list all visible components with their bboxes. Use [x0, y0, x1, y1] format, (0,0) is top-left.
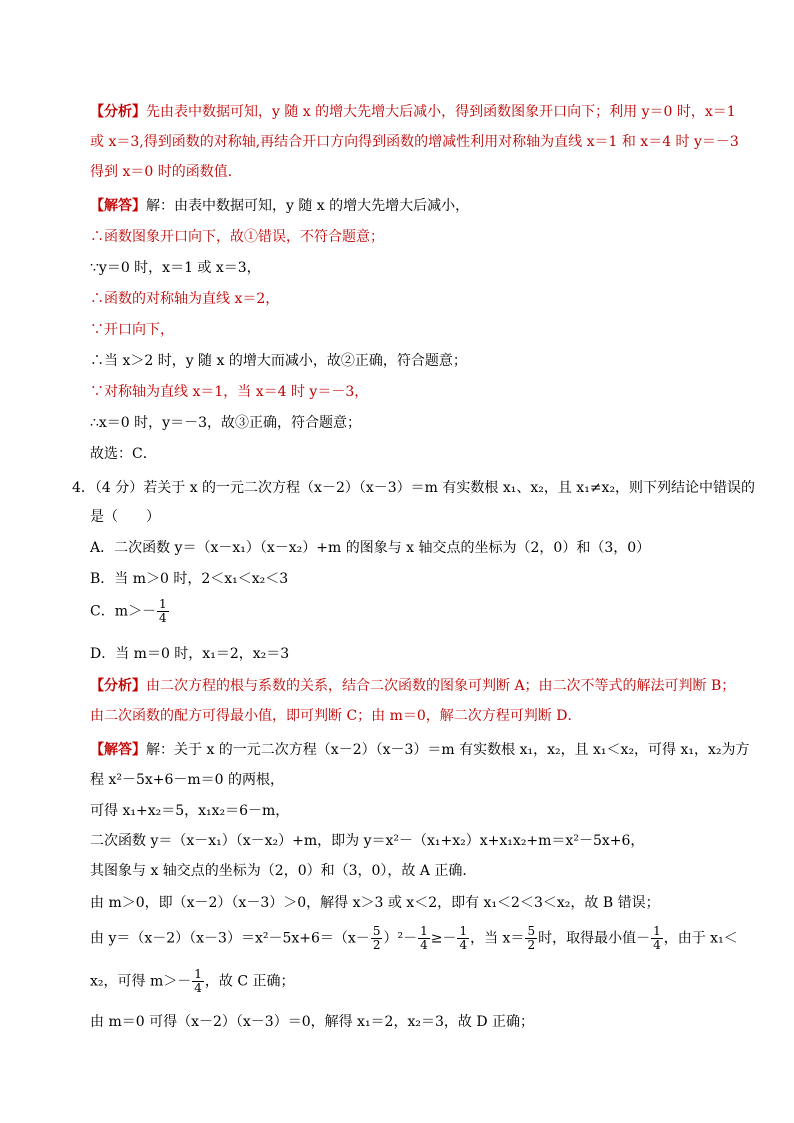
- q4-answer-line-4: 二次函数 y＝（x－x₁）（x－x₂）+m，即为 y＝x²－（x₁+x₂）x+x₁x₂+m＝x²－5x+6，: [90, 833, 645, 849]
- fraction-one-quarter: $\frac{1}{4}$: [420, 924, 428, 952]
- step-6: ∵对称轴为直线 x＝1，当 x＝4 时 y＝－3，: [90, 384, 369, 400]
- analysis-line-2: 或 x＝3,得到函数的对称轴,再结合开口方向得到函数的增减性利用对称轴为直线 x＝1 和 x＝4 时 y＝－3: [90, 134, 739, 150]
- q4-answer-line-2: 程 x²－5x+6－m＝0 的两根，: [90, 772, 285, 788]
- step-5: ∴当 x＞2 时，y 随 x 的增大而减小，故②正确，符合题意；: [90, 353, 467, 369]
- analysis-text: 先由表中数据可知，y 随 x 的增大先增大后减小，得到函数图象开口向下；利用 y＝0 时，x＝1: [146, 104, 736, 120]
- q4-answer-line-1: [90, 740, 750, 760]
- step-1: ∴函数图象开口向下，故①错误，不符合题意；: [90, 229, 384, 245]
- fraction-one-quarter: $\frac{1}{4}$: [459, 924, 468, 952]
- step-3: ∴函数的对称轴为直线 x＝2，: [90, 291, 280, 307]
- fraction-five-halves: $\frac{5}{2}$: [372, 924, 381, 952]
- final-choice: 故选：C．: [90, 446, 157, 462]
- q4-answer-tag: 【解答】: [90, 742, 146, 758]
- fraction-one-quarter: $\frac{1}{4}$: [194, 967, 202, 995]
- answer-tag: 【解答】: [90, 198, 146, 214]
- step-7: ∴x＝0 时，y＝－3，故③正确，符合题意；: [90, 415, 361, 431]
- step-2: ∵y＝0 时，x＝1 或 x＝3，: [90, 260, 261, 276]
- question-4-stem-1: 4．（4 分）若关于 x 的一元二次方程（x－2）（x－3）＝m 有实数根 x₁、x₂，且 x₁≠x₂，则下列结论中错误的: [72, 480, 756, 496]
- fraction-one-quarter: $\frac{1}{4}$: [159, 597, 167, 625]
- answer-line-1: [90, 196, 469, 216]
- q4-answer-text: 解：关于 x 的一元二次方程（x－2）（x－3）＝m 有实数根 x₁，x₂，且 x₁＜x₂，可得 x₁，x₂为方: [146, 742, 750, 758]
- q4-analysis-line-1: [90, 676, 735, 696]
- step-4: ∵开口向下，: [90, 322, 174, 338]
- q4-answer-line-8: x₂，可得 m＞－ $\frac{1}{4}$ ，故 C 正确；: [90, 967, 295, 995]
- option-b: B．当 m＞0 时，2＜x₁＜x₂＜3: [90, 571, 289, 587]
- q4-answer-line-6: 由 m＞0，即（x－2）（x－3）＞0，解得 x＞3 或 x＜2，即有 x₁＜2＜3＜x₂，故 B 错误；: [90, 895, 660, 911]
- q4-answer-line-9: 由 m＝0 可得（x－2）（x－3）＝0，解得 x₁＝2，x₂＝3，故 D 正确；: [90, 1014, 534, 1030]
- option-c-text: C．m＞－: [90, 603, 156, 620]
- question-4-stem-2: 是（ ）: [90, 509, 160, 525]
- q4-analysis-tag: 【分析】: [90, 678, 146, 694]
- q4-answer-line-7: 由 y＝（x－2）（x－3）＝x²－5x+6＝（x－ $\frac{5}{2}$ ）²－ $\frac{1}{4}$ ≥－ $\frac{1}{4}$ ，当 x＝ $\frac{5}{2}$ 时，取得最小值－ $\frac{1}{4}$ ，由于 x₁＜: [90, 924, 738, 952]
- option-a: A．二次函数 y＝（x－x₁）（x－x₂）+m 的图象与 x 轴交点的坐标为（2，0）和（3，0）: [90, 540, 651, 556]
- option-d: D．当 m＝0 时，x₁＝2，x₂＝3: [90, 646, 290, 662]
- q4-analysis-line-2: 由二次函数的配方可得最小值，即可判断 C；由 m＝0，解二次方程可判断 D．: [90, 708, 582, 724]
- q4-analysis-text: 由二次方程的根与系数的关系，结合二次函数的图象可判断 A；由二次不等式的解法可判断 B；: [146, 678, 736, 694]
- analysis-line-3: 得到 x＝0 时的函数值．: [90, 164, 242, 180]
- fraction-one-quarter: $\frac{1}{4}$: [653, 924, 661, 952]
- q4-answer-line-5: 其图象与 x 轴交点的坐标为（2，0）和（3，0），故 A 正确．: [90, 863, 477, 879]
- fraction-five-halves: $\frac{5}{2}$: [527, 924, 536, 952]
- analysis-tag: 【分析】: [90, 104, 146, 120]
- q4-answer-line-3: 可得 x₁+x₂＝5，x₁x₂＝6－m，: [90, 803, 290, 819]
- analysis-line-1: [90, 102, 736, 122]
- answer-text: 解：由表中数据可知，y 随 x 的增大先增大后减小，: [146, 198, 470, 214]
- option-c: [90, 598, 170, 625]
